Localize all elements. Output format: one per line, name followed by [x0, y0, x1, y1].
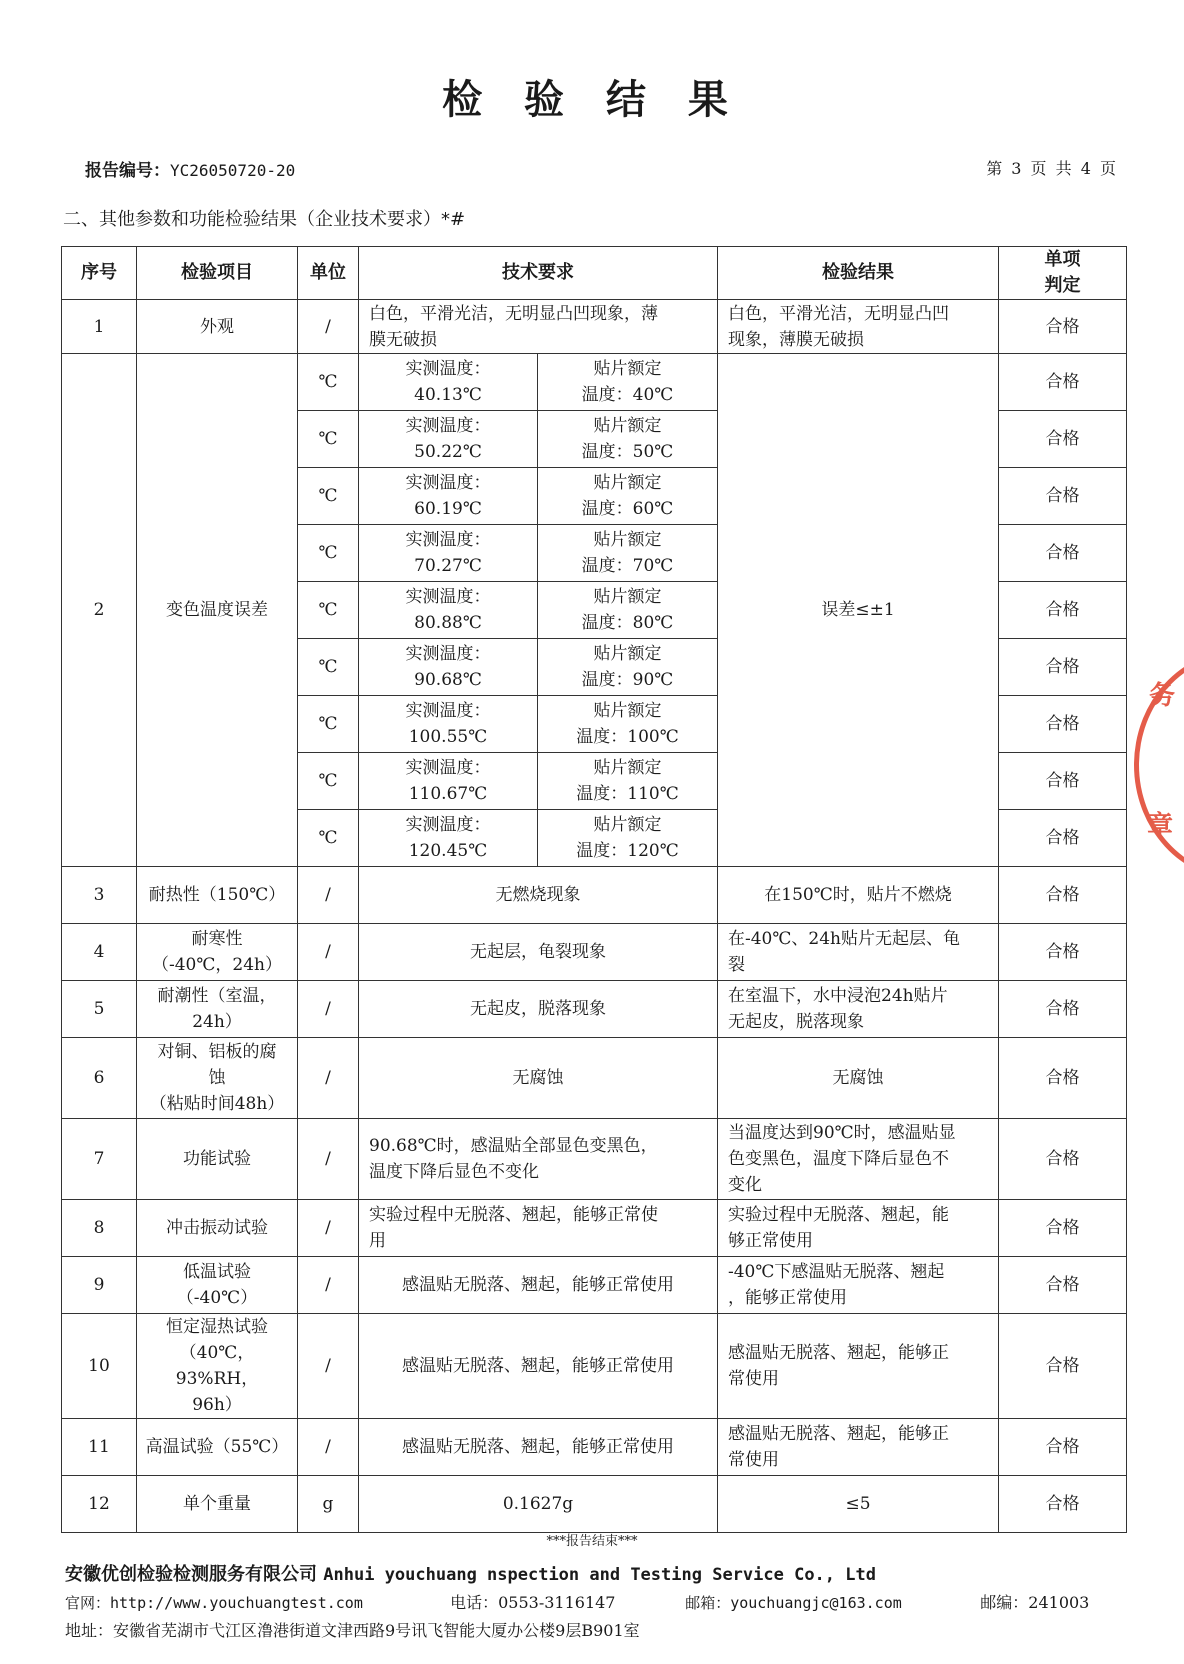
sub-verdict: 合格	[999, 525, 1127, 582]
requirement-line: 白色，平滑光洁，无明显凸凹现象，薄	[369, 303, 658, 324]
row-no: 6	[62, 1038, 137, 1119]
report-number-value: YC26050720-20	[170, 161, 296, 180]
row-unit: g	[298, 1476, 359, 1533]
table-row	[62, 924, 1127, 981]
row-result	[718, 924, 999, 981]
table-row	[62, 354, 1127, 411]
rated-temp	[538, 411, 718, 468]
measured-temp	[359, 753, 538, 810]
measured-label: 实测温度：	[405, 359, 491, 379]
report-end-note: ***报告结束***	[546, 1534, 638, 1549]
row-verdict: 合格	[999, 1119, 1127, 1200]
measured-value: 40.13℃	[414, 385, 482, 405]
rated-value: 温度：110℃	[576, 784, 679, 804]
rated-label: 贴片额定	[593, 587, 662, 607]
header-verdict	[999, 247, 1127, 300]
measured-label: 实测温度：	[405, 416, 491, 436]
item-line: 耐潮性（室温，	[157, 986, 277, 1006]
row-requirement: 无起层，龟裂现象	[359, 924, 718, 981]
measured-temp	[359, 411, 538, 468]
rated-label: 贴片额定	[593, 701, 662, 721]
result-line: 在-40℃、24h贴片无起层、龟	[728, 929, 960, 949]
row-item: 冲击振动试验	[137, 1200, 298, 1257]
row-unit: /	[298, 1200, 359, 1257]
row-result: 在150℃时，贴片不燃烧	[718, 867, 999, 924]
row-no: 8	[62, 1200, 137, 1257]
row-verdict: 合格	[999, 924, 1127, 981]
row-unit: /	[298, 1314, 359, 1419]
header-result: 检验结果	[718, 247, 999, 300]
rated-value: 温度：90℃	[581, 670, 674, 690]
result-line: 裂	[728, 955, 745, 975]
row-result	[718, 981, 999, 1038]
row-verdict: 合格	[999, 1257, 1127, 1314]
table-row	[62, 867, 1127, 924]
result-line: 当温度达到90℃时，感温贴显	[728, 1123, 956, 1143]
item-line: 蚀	[208, 1068, 226, 1088]
row-no: 12	[62, 1476, 137, 1533]
row-requirement	[359, 1200, 718, 1257]
requirement-line: 膜无破损	[369, 329, 437, 350]
measured-value: 50.22℃	[414, 442, 482, 462]
measured-temp	[359, 354, 538, 411]
rated-value: 温度：40℃	[581, 385, 674, 405]
report-number-label: 报告编号：	[85, 161, 170, 181]
header-unit: 单位	[298, 247, 359, 300]
rated-value: 温度：80℃	[581, 613, 674, 633]
item-line: 恒定湿热试验	[166, 1317, 268, 1337]
sub-unit: ℃	[298, 810, 359, 867]
table-row	[62, 981, 1127, 1038]
result-line: 在室温下，水中浸泡24h贴片	[728, 986, 948, 1006]
requirement-line: 温度下降后显色不变化	[369, 1162, 539, 1182]
seal-character: 务	[1149, 681, 1176, 711]
row-item	[137, 1257, 298, 1314]
result-line: 感温贴无脱落、翘起，能够正	[728, 1343, 949, 1363]
item-line: （-40℃）	[176, 1288, 258, 1308]
row-item	[137, 1038, 298, 1119]
row-requirement: 无起皮，脱落现象	[359, 981, 718, 1038]
sub-verdict: 合格	[999, 411, 1127, 468]
result-line: 够正常使用	[728, 1231, 813, 1251]
row-item	[137, 981, 298, 1038]
row-unit: /	[298, 867, 359, 924]
report-meta	[85, 156, 1118, 182]
row-result	[718, 1257, 999, 1314]
row-no: 7	[62, 1119, 137, 1200]
rated-value: 温度：50℃	[581, 442, 674, 462]
seal-character: 章	[1147, 811, 1174, 841]
measured-temp	[359, 810, 538, 867]
row-requirement: 0.1627g	[359, 1476, 718, 1533]
row-requirement: 感温贴无脱落、翘起，能够正常使用	[359, 1314, 718, 1419]
header-verdict-line1: 单项	[1044, 249, 1081, 270]
row-item: 变色温度误差	[137, 354, 298, 867]
company-name-cn: 安徽优创检验检测服务有限公司	[65, 1564, 317, 1585]
row-result: 无腐蚀	[718, 1038, 999, 1119]
row-no: 4	[62, 924, 137, 981]
row-result	[718, 300, 999, 354]
row-item: 高温试验（55℃）	[137, 1419, 298, 1476]
rated-temp	[538, 468, 718, 525]
sub-verdict: 合格	[999, 696, 1127, 753]
item-line: （粘贴时间48h）	[149, 1094, 285, 1114]
rated-value: 温度：100℃	[576, 727, 679, 747]
rated-label: 贴片额定	[593, 530, 662, 550]
row-item: 耐热性（150℃）	[137, 867, 298, 924]
page-count: 第 3 页 共 4 页	[986, 159, 1118, 178]
table-row	[62, 1314, 1127, 1419]
measured-value: 80.88℃	[414, 613, 482, 633]
requirement-line: 实验过程中无脱落、翘起，能够正常使	[369, 1205, 658, 1225]
sub-verdict: 合格	[999, 753, 1127, 810]
measured-label: 实测温度：	[405, 758, 491, 778]
rated-value: 温度：120℃	[576, 841, 679, 861]
row-unit: /	[298, 924, 359, 981]
table-row	[62, 1419, 1127, 1476]
rated-temp	[538, 753, 718, 810]
requirement-line: 90.68℃时，感温贴全部显色变黑色，	[369, 1136, 658, 1156]
row-item	[137, 1314, 298, 1419]
row-no: 5	[62, 981, 137, 1038]
rated-label: 贴片额定	[593, 758, 662, 778]
measured-value: 70.27℃	[414, 556, 482, 576]
row-item: 外观	[137, 300, 298, 354]
row-no: 3	[62, 867, 137, 924]
row-verdict: 合格	[999, 1419, 1127, 1476]
sub-unit: ℃	[298, 525, 359, 582]
requirement-line: 用	[369, 1231, 386, 1251]
row-requirement	[359, 300, 718, 354]
row-requirement: 无燃烧现象	[359, 867, 718, 924]
row-result	[718, 1314, 999, 1419]
measured-temp	[359, 468, 538, 525]
item-line: （-40℃，24h）	[152, 955, 282, 975]
measured-temp	[359, 696, 538, 753]
email-link[interactable]: 邮箱：youchuangjc@163.com	[685, 1594, 902, 1612]
result-line: 常使用	[728, 1450, 779, 1470]
item-line: 96h）	[192, 1395, 242, 1415]
sub-verdict: 合格	[999, 582, 1127, 639]
result-line: 变化	[728, 1175, 762, 1195]
measured-label: 实测温度：	[405, 815, 491, 835]
measured-value: 110.67℃	[408, 784, 488, 804]
rated-value: 温度：70℃	[581, 556, 674, 576]
row-requirement	[359, 1119, 718, 1200]
rated-label: 贴片额定	[593, 416, 662, 436]
row-no: 11	[62, 1419, 137, 1476]
table-row	[62, 300, 1127, 354]
table-row	[62, 1119, 1127, 1200]
row-requirement: 感温贴无脱落、翘起，能够正常使用	[359, 1257, 718, 1314]
row-requirement: 感温贴无脱落、翘起，能够正常使用	[359, 1419, 718, 1476]
footer-address: 地址：安徽省芜湖市弋江区澛港街道文津西路9号讯飞智能大厦办公楼9层B901室	[65, 1621, 640, 1640]
sub-unit: ℃	[298, 354, 359, 411]
header-item: 检验项目	[137, 247, 298, 300]
row-verdict: 合格	[999, 981, 1127, 1038]
measured-label: 实测温度：	[405, 644, 491, 664]
sub-unit: ℃	[298, 639, 359, 696]
row-unit: /	[298, 1257, 359, 1314]
result-line: 白色，平滑光洁，无明显凸凹	[728, 303, 949, 324]
item-line: 低温试验	[183, 1262, 251, 1282]
measured-value: 120.45℃	[408, 841, 488, 861]
postcode-text: 邮编：241003	[980, 1593, 1090, 1612]
measured-label: 实测温度：	[405, 530, 491, 550]
row-unit: /	[298, 1038, 359, 1119]
table-header-row	[62, 247, 1127, 300]
report-number	[85, 156, 295, 181]
footer-contact	[65, 1590, 1089, 1613]
row-verdict: 合格	[999, 1476, 1127, 1533]
row-item	[137, 924, 298, 981]
rated-label: 贴片额定	[593, 815, 662, 835]
sub-unit: ℃	[298, 582, 359, 639]
row-item: 单个重量	[137, 1476, 298, 1533]
result-line: 现象，薄膜无破损	[728, 329, 864, 350]
header-verdict-line2: 判定	[1044, 275, 1081, 296]
row-verdict: 合格	[999, 300, 1127, 354]
item-line: 对铜、铝板的腐	[157, 1042, 277, 1062]
row-result	[718, 1200, 999, 1257]
official-seal	[1134, 650, 1184, 880]
row-item: 功能试验	[137, 1119, 298, 1200]
footer-company	[65, 1560, 876, 1586]
row-verdict: 合格	[999, 1038, 1127, 1119]
sub-unit: ℃	[298, 696, 359, 753]
phone-text: 电话：0553-3116147	[450, 1593, 616, 1612]
header-no: 序号	[62, 247, 137, 300]
rated-temp	[538, 525, 718, 582]
result-line: ，能够正常使用	[728, 1288, 847, 1308]
rated-temp	[538, 582, 718, 639]
row-verdict: 合格	[999, 1314, 1127, 1419]
rated-label: 贴片额定	[593, 644, 662, 664]
row-requirement: 无腐蚀	[359, 1038, 718, 1119]
website-link[interactable]: 官网：http://www.youchuangtest.com	[65, 1594, 363, 1612]
table-row	[62, 1257, 1127, 1314]
row-no: 1	[62, 300, 137, 354]
row-unit: /	[298, 1419, 359, 1476]
table-row	[62, 1038, 1127, 1119]
company-name-en: Anhui youchuang nspection and Testing Service Co., Ltd	[323, 1565, 876, 1585]
measured-label: 实测温度：	[405, 587, 491, 607]
measured-temp	[359, 525, 538, 582]
result-line: 色变黑色，温度下降后显色不	[728, 1149, 949, 1169]
sub-unit: ℃	[298, 753, 359, 810]
rated-temp	[538, 810, 718, 867]
rated-value: 温度：60℃	[581, 499, 674, 519]
item-line: 24h）	[192, 1012, 242, 1032]
sub-verdict: 合格	[999, 810, 1127, 867]
page-title: 检 验 结 果	[442, 77, 742, 123]
measured-label: 实测温度：	[405, 701, 491, 721]
result-line: 无起皮，脱落现象	[728, 1012, 864, 1032]
measured-temp	[359, 639, 538, 696]
item-line: （40℃，93%RH，	[175, 1343, 259, 1389]
result-line: 常使用	[728, 1369, 779, 1389]
row-no: 9	[62, 1257, 137, 1314]
rated-label: 贴片额定	[593, 473, 662, 493]
table-row	[62, 1200, 1127, 1257]
result-line: 感温贴无脱落、翘起，能够正	[728, 1424, 949, 1444]
rated-temp	[538, 696, 718, 753]
row-unit: /	[298, 981, 359, 1038]
sub-verdict: 合格	[999, 639, 1127, 696]
row-verdict: 合格	[999, 1200, 1127, 1257]
row-unit: /	[298, 1119, 359, 1200]
row-result: ≤5	[718, 1476, 999, 1533]
sub-verdict: 合格	[999, 354, 1127, 411]
sub-unit: ℃	[298, 468, 359, 525]
rated-label: 贴片额定	[593, 359, 662, 379]
row-result	[718, 1419, 999, 1476]
measured-label: 实测温度：	[405, 473, 491, 493]
table-row	[62, 1476, 1127, 1533]
row-result	[718, 1119, 999, 1200]
results-table	[61, 246, 1127, 1533]
measured-value: 100.55℃	[408, 727, 488, 747]
header-requirement: 技术要求	[359, 247, 718, 300]
row-no: 2	[62, 354, 137, 867]
sub-unit: ℃	[298, 411, 359, 468]
measured-value: 90.68℃	[414, 670, 482, 690]
row-verdict: 合格	[999, 867, 1127, 924]
rated-temp	[538, 354, 718, 411]
row-result: 误差≤±1	[718, 354, 999, 867]
measured-value: 60.19℃	[414, 499, 482, 519]
measured-temp	[359, 582, 538, 639]
row-no: 10	[62, 1314, 137, 1419]
rated-temp	[538, 639, 718, 696]
result-line: 实验过程中无脱落、翘起，能	[728, 1205, 949, 1225]
result-line: -40℃下感温贴无脱落、翘起	[728, 1262, 945, 1282]
item-line: 耐寒性	[191, 929, 243, 949]
sub-verdict: 合格	[999, 468, 1127, 525]
row-unit: /	[298, 300, 359, 354]
section-title: 二、其他参数和功能检验结果（企业技术要求）*#	[63, 209, 466, 230]
